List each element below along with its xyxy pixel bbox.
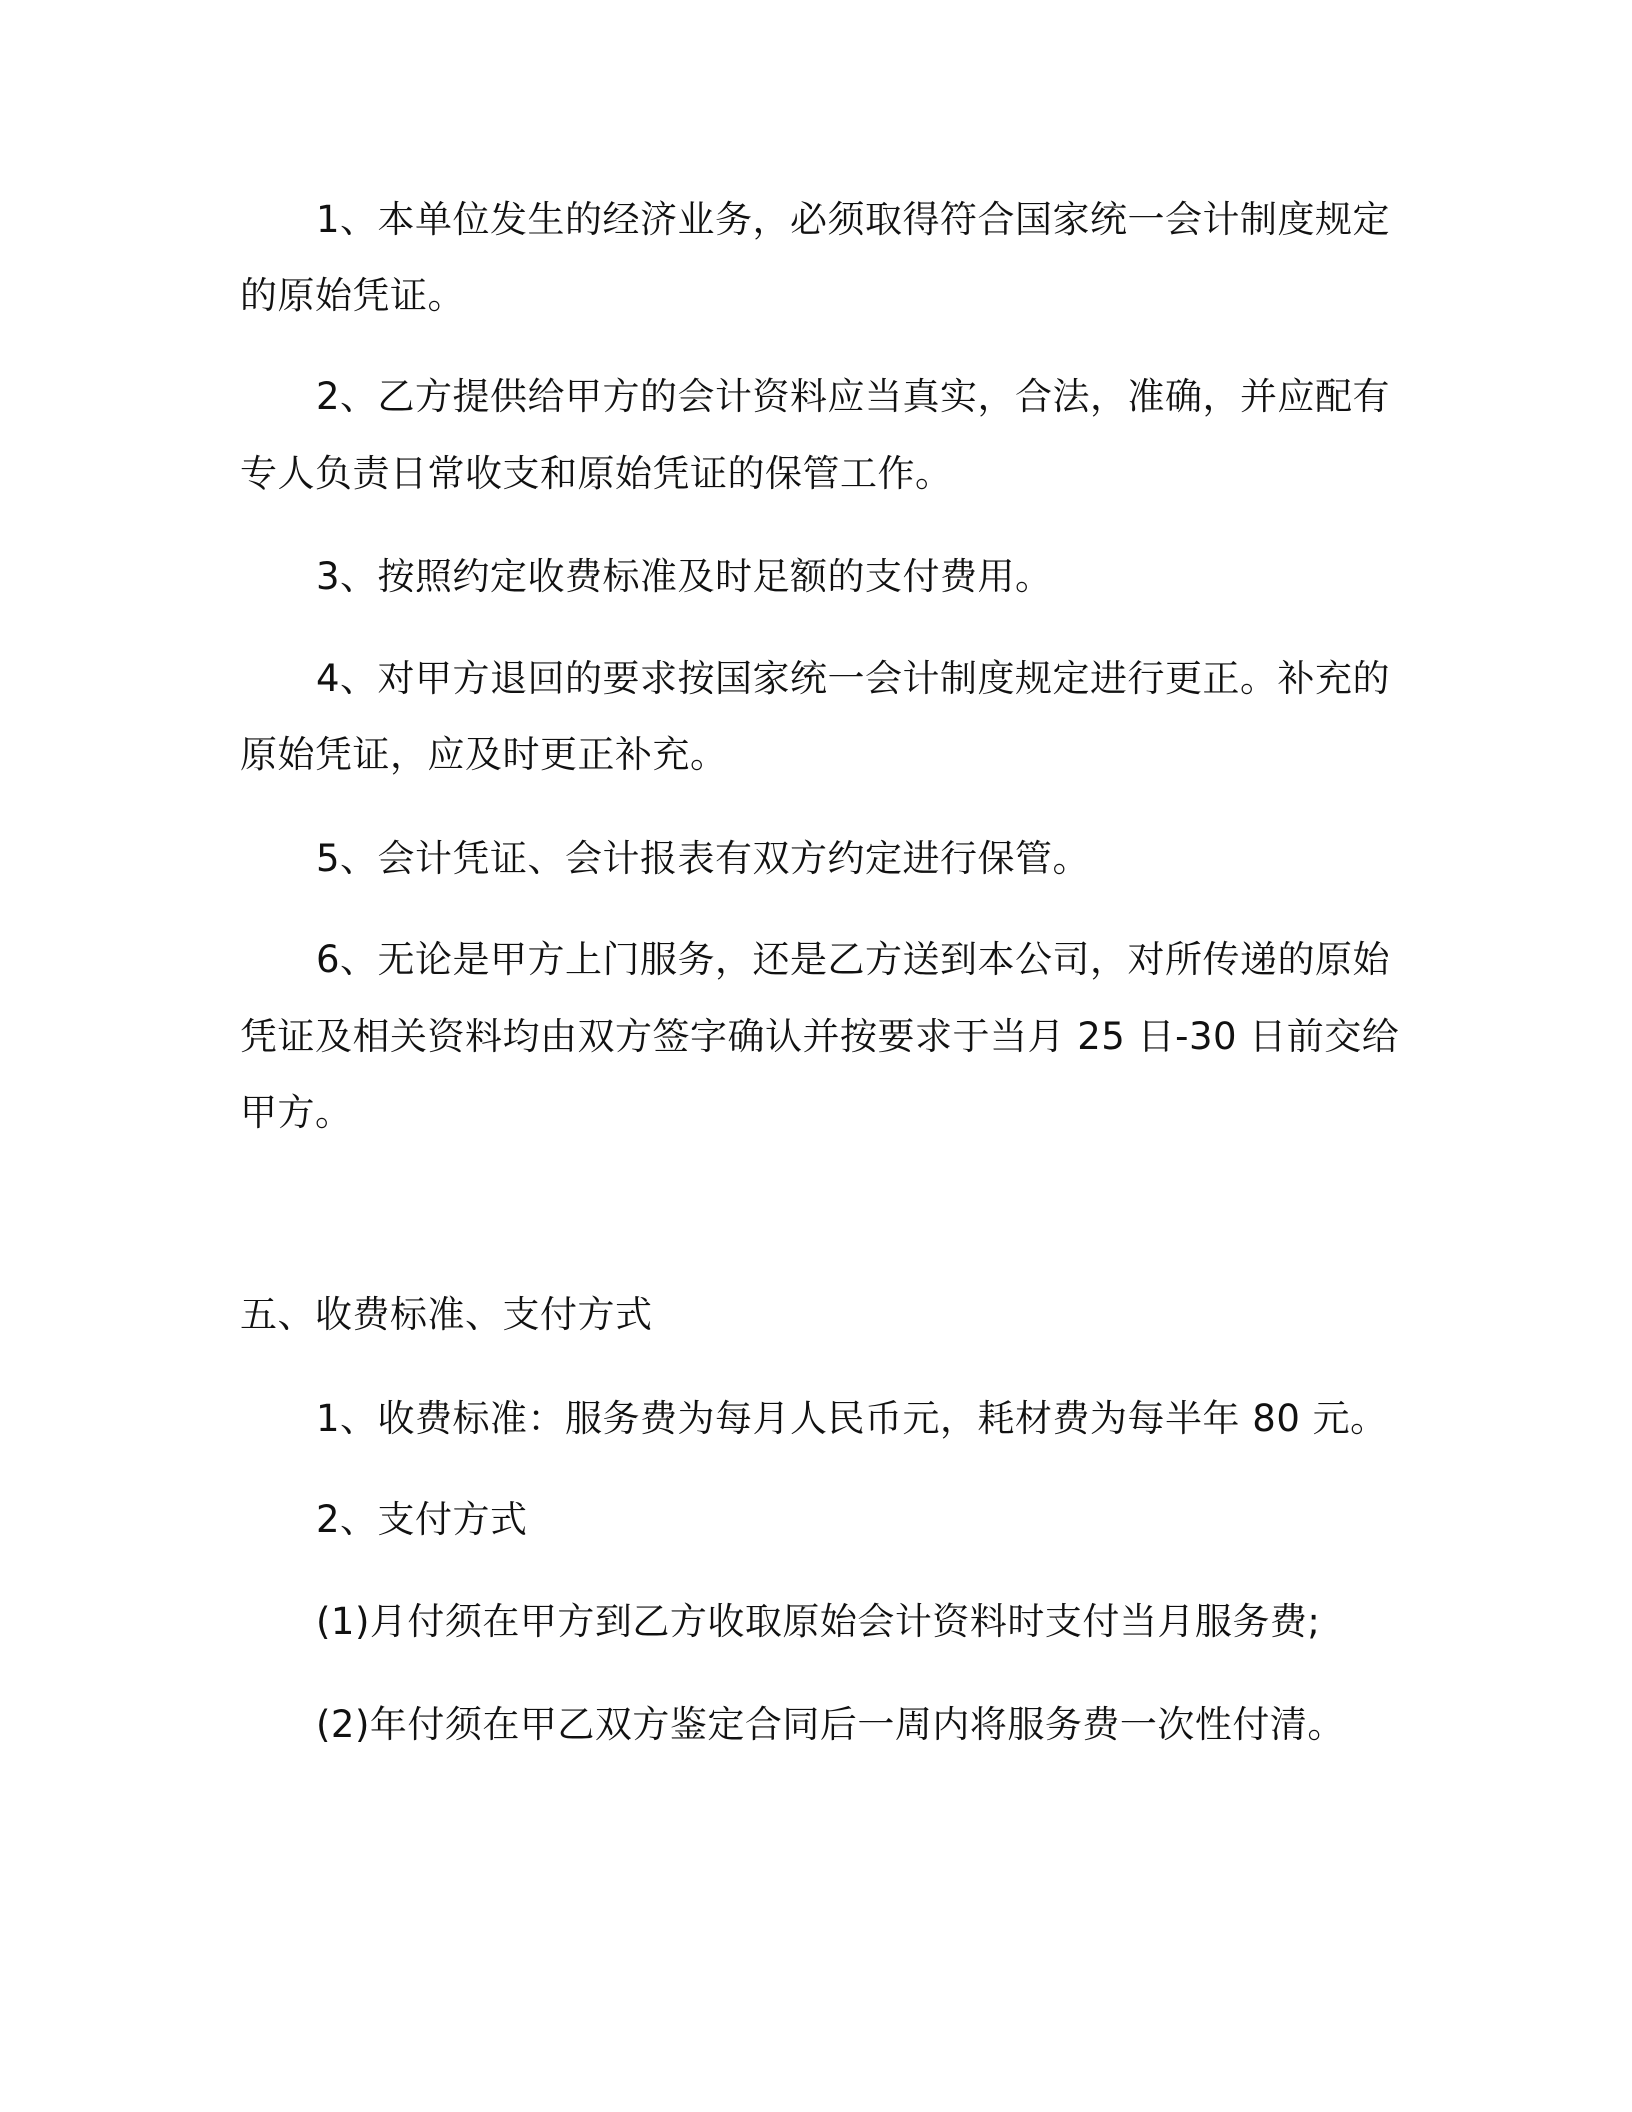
item-1-line-2: 的原始凭证。 [240,274,465,317]
fee-item-2: 2、支付方式 [316,1498,528,1541]
section-heading: 五、收费标准、支付方式 [240,1293,653,1336]
item-4-line-2: 原始凭证，应及时更正补充。 [240,733,728,776]
item-2-line-2: 专人负责日常收支和原始凭证的保管工作。 [240,452,953,495]
item-4-line-1: 4、对甲方退回的要求按国家统一会计制度规定进行更正。补充的 [316,657,1391,700]
item-6-line-1: 6、无论是甲方上门服务，还是乙方送到本公司，对所传递的原始 [316,938,1391,981]
item-6-line-3: 甲方。 [240,1091,353,1134]
item-5-line-1: 5、会计凭证、会计报表有双方约定进行保管。 [316,837,1091,880]
fee-item-3: (1)月付须在甲方到乙方收取原始会计资料时支付当月服务费; [316,1600,1321,1643]
item-3-line-1: 3、按照约定收费标准及时足额的支付费用。 [316,555,1053,598]
fee-item-1: 1、收费标准：服务费为每月人民币元，耗材费为每半年 80 元。 [316,1397,1388,1440]
fee-item-4: (2)年付须在甲乙双方鉴定合同后一周内将服务费一次性付清。 [316,1703,1345,1746]
item-1-line-1: 1、本单位发生的经济业务，必须取得符合国家统一会计制度规定 [316,198,1391,241]
item-2-line-1: 2、乙方提供给甲方的会计资料应当真实，合法，准确，并应配有 [316,375,1391,418]
item-6-line-2: 凭证及相关资料均由双方签字确认并按要求于当月 25 日-30 日前交给 [240,1015,1400,1058]
